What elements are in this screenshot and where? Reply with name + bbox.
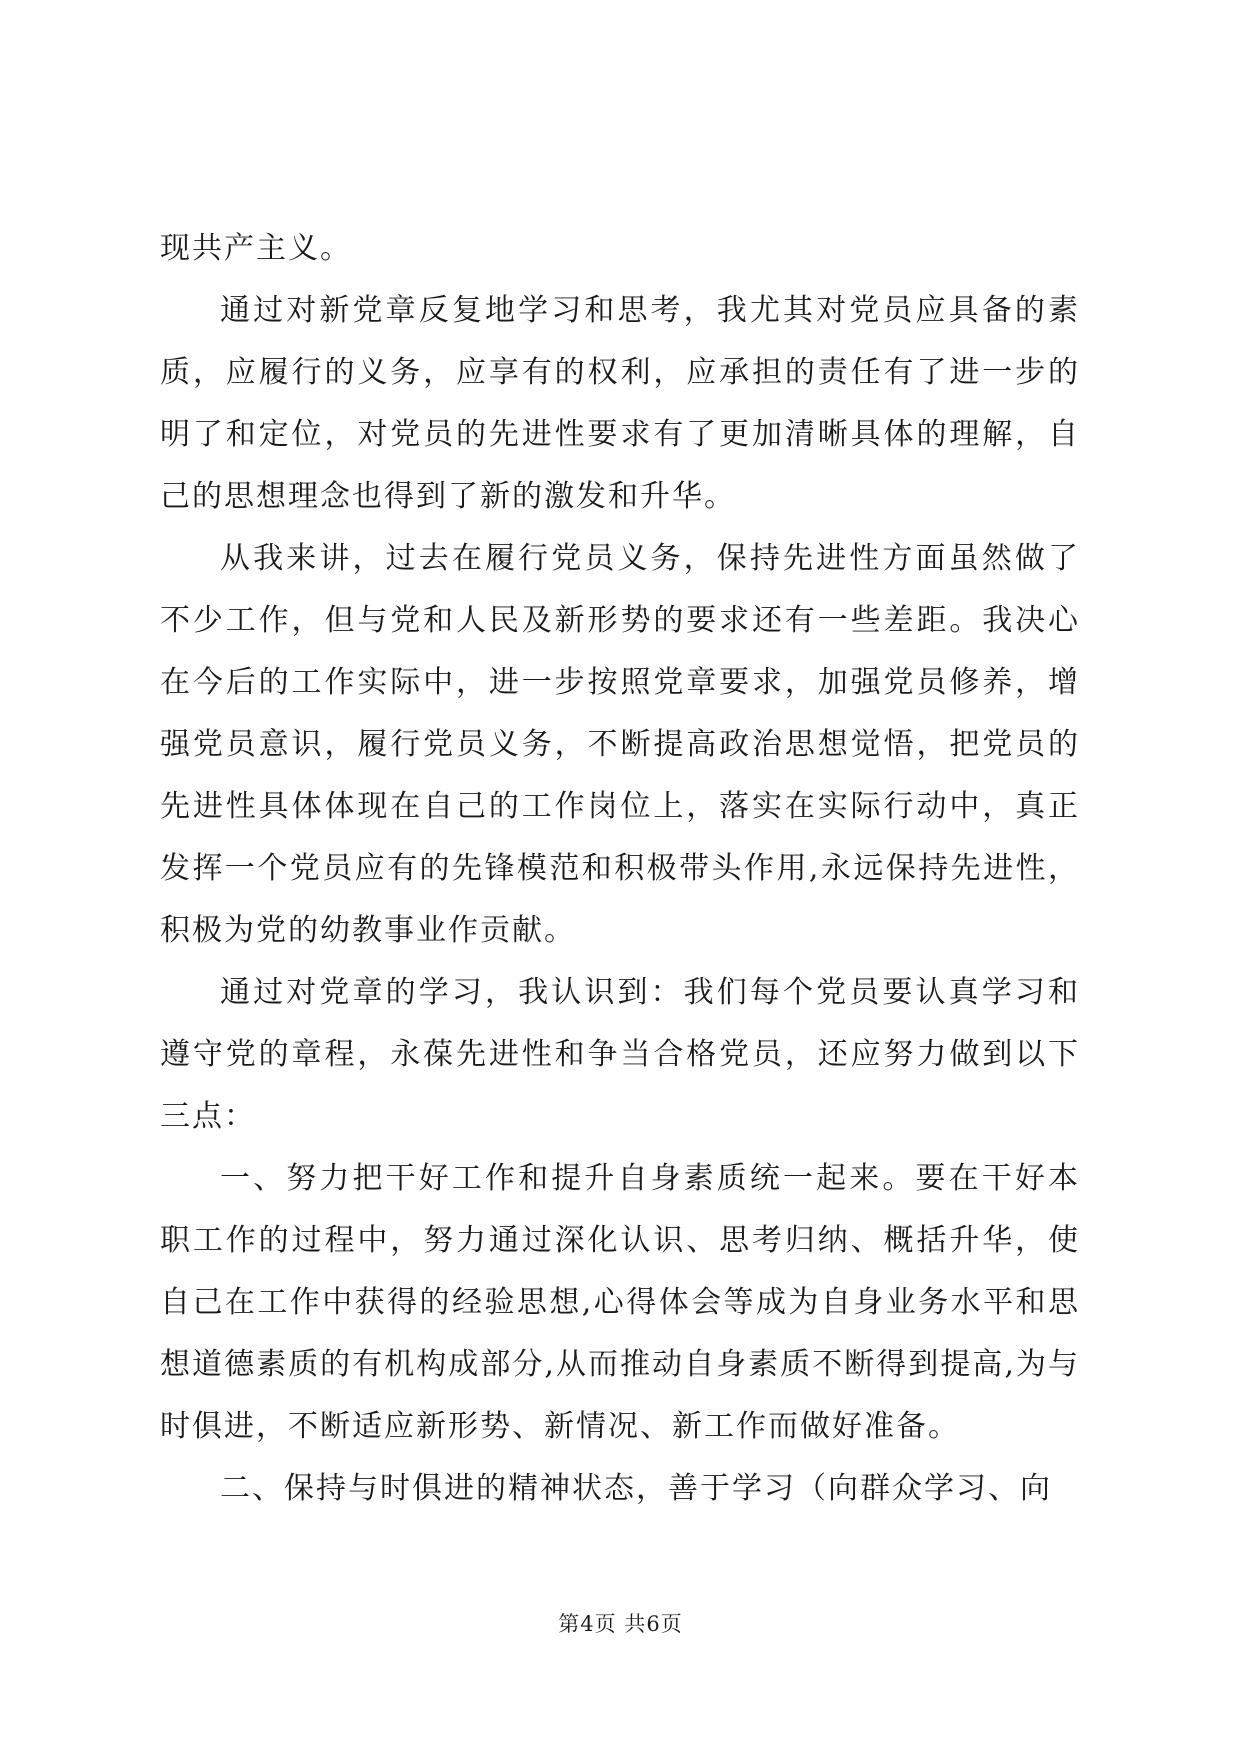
paragraph: 一、努力把干好工作和提升自身素质统一起来。要在干好本职工作的过程中，努力通过深化认识、思考归纳、概括升华，使自己在工作中获得的经验思想,心得体会等成为自身业务水平和思想道德素质的有机构成部分,从而推动自身素质不断得到提高,为与时俱进，不断适应新形势、新情况、新工作而做好准备。	[160, 1161, 1080, 1444]
paragraph: 从我来讲，过去在履行党员义务，保持先进性方面虽然做了不少工作，但与党和人民及新形势的要求还有一些差距。我决心在今后的工作实际中，进一步按照党章要求，加强党员修养，增强党员意识，履行党员义务，不断提高政治思想觉悟，把党员的先进性具体体现在自己的工作岗位上，落实在实际行动中，真正发挥一个党员应有的先锋模范和积极带头作用,永远保持先进性，积极为党的幼教事业作贡献。	[160, 541, 1080, 948]
paragraph: 通过对党章的学习，我认识到：我们每个党员要认真学习和遵守党的章程，永葆先进性和争当合格党员，还应努力做到以下三点：	[160, 975, 1080, 1134]
document-body	[160, 218, 1080, 1520]
paragraph-continuation: 现共产主义。	[160, 231, 352, 266]
paragraph: 二、保持与时俱进的精神状态，善于学习（向群众学习、向	[220, 1471, 1052, 1506]
page-footer: 第4页 共6页	[558, 1612, 683, 1636]
paragraph: 通过对新党章反复地学习和思考，我尤其对党员应具备的素质，应履行的义务，应享有的权利，应承担的责任有了进一步的明了和定位，对党员的先进性要求有了更加清晰具体的理解，自己的思想理念也得到了新的激发和升华。	[160, 293, 1080, 514]
